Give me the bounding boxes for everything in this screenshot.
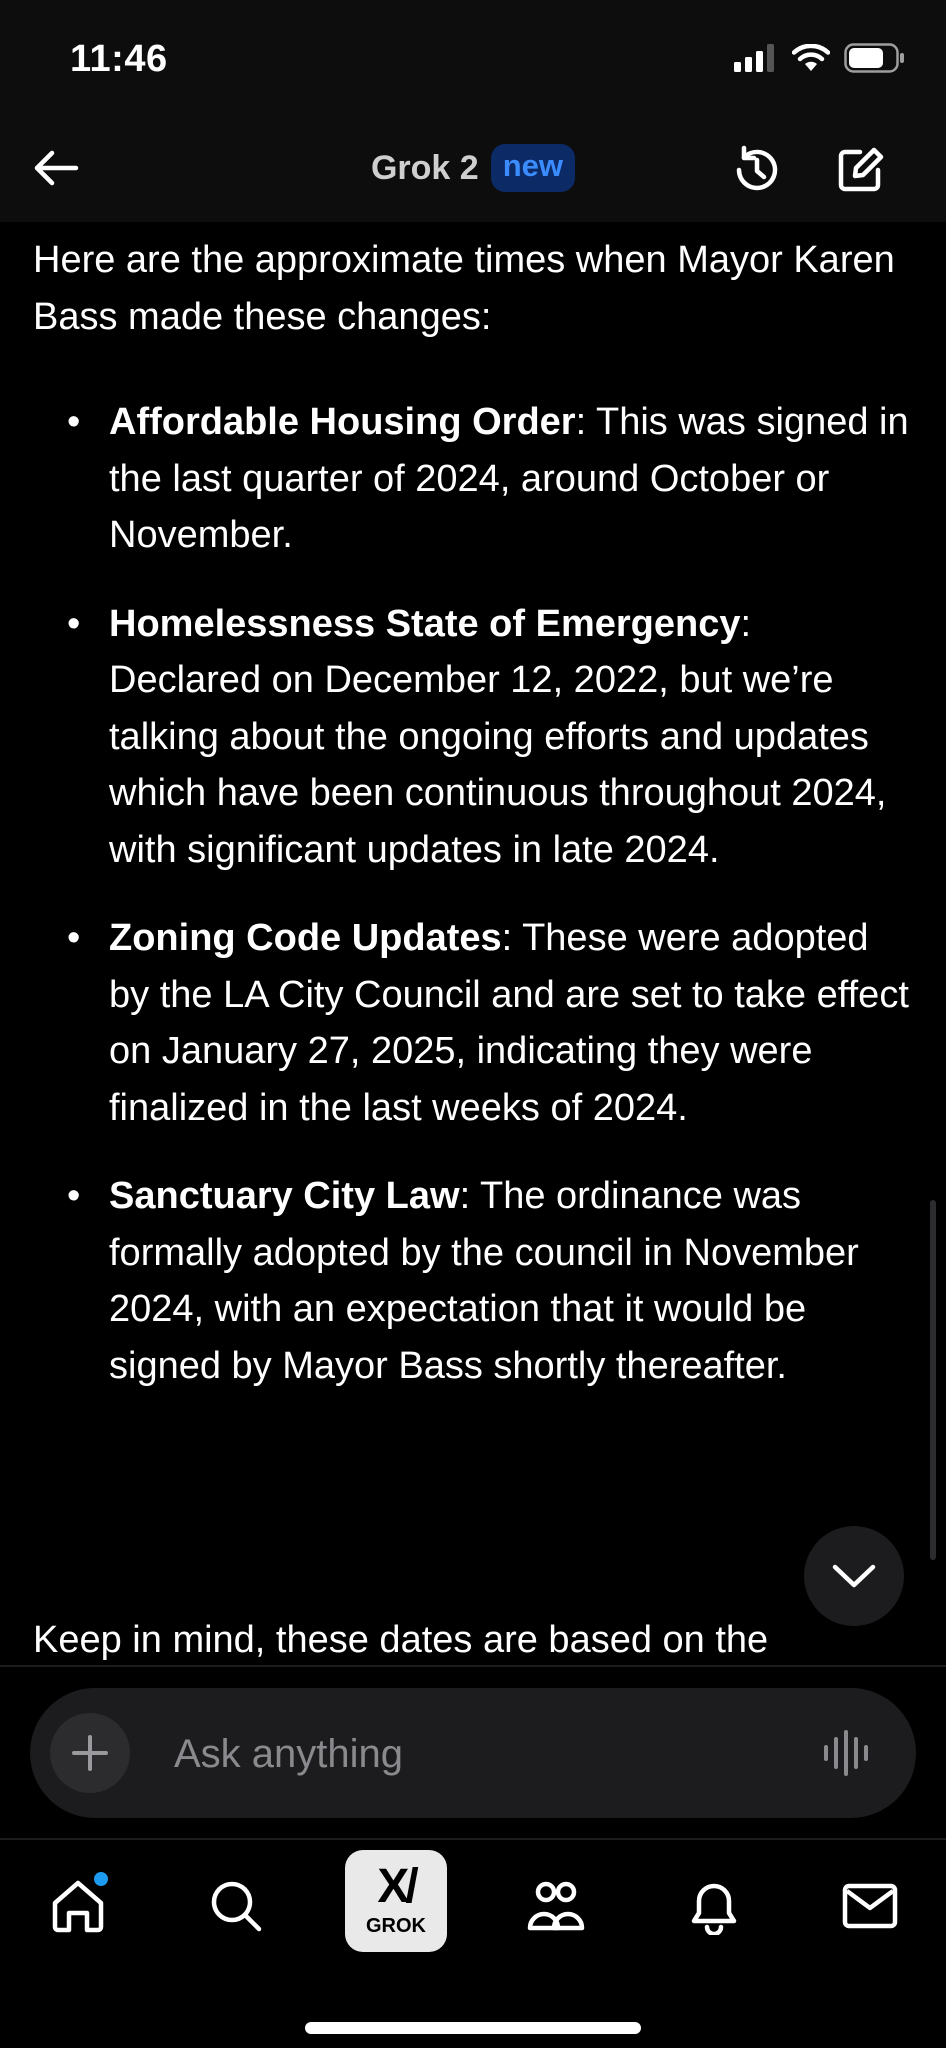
grok-logo-icon: X/ [377,1859,415,1913]
message-bullet-list [33,394,913,1426]
ask-input[interactable] [172,1718,796,1790]
home-indicator[interactable] [305,2022,641,2034]
new-badge: new [491,144,575,192]
list-item [33,394,913,564]
tab-search[interactable] [196,1866,276,1946]
status-bar [0,0,946,110]
bullet-text: : The ordinance was formally adopted by the council in November 2024, with an expectation that it would be signed by Mayor Bass shortly thereafter. [109,1175,859,1387]
voice-waveform-icon [821,1730,871,1776]
scroll-to-bottom-button[interactable] [804,1526,904,1626]
page-title: Grok 2 [370,148,479,187]
tab-messages[interactable] [830,1866,910,1946]
tab-notifications[interactable] [674,1866,754,1946]
nav-title-group [0,144,946,192]
divider [0,1665,946,1667]
new-chat-button[interactable] [830,140,890,200]
attach-button[interactable] [50,1713,130,1793]
bullet-title: Homelessness State of Emergency [109,602,741,645]
bullet-text: : Declared on December 12, 2022, but we’re talking about the ongoing efforts and updates which have been continuous throughout 2024, with significant updates in late 2024. [109,602,887,871]
composer-bar [30,1688,916,1818]
wifi-icon [792,44,830,72]
tab-communities[interactable] [516,1866,596,1946]
top-nav-bar [0,110,946,222]
status-time: 11:46 [70,38,168,80]
history-icon [729,143,783,197]
list-item [33,596,913,879]
chat-message [0,222,946,1665]
chevron-down-icon [831,1562,877,1590]
list-item [33,910,913,1136]
bullet-title: Sanctuary City Law [109,1175,460,1217]
status-icons [734,42,906,74]
people-icon [524,1878,588,1934]
list-item [33,1168,913,1394]
plus-icon [71,1734,109,1772]
bullet-title: Affordable Housing Order [109,401,576,443]
message-closing: Keep in mind, these dates are based on the [33,1619,769,1661]
history-button[interactable] [726,140,786,200]
bullet-title: Zoning Code Updates [109,917,502,959]
tab-grok[interactable] [345,1850,447,1952]
voice-button[interactable] [816,1723,876,1783]
bell-icon [686,1877,742,1935]
scrollbar[interactable] [930,1200,936,1560]
notification-dot [94,1872,108,1886]
cellular-signal-icon [734,44,778,72]
bottom-tab-bar [0,1840,946,2048]
bullet-text: : This was signed in the last quarter of 2024, around October or November. [109,401,909,556]
mail-icon [841,1882,899,1930]
battery-icon [844,43,906,73]
tab-home[interactable] [38,1866,118,1946]
bullet-text: : These were adopted by the LA City Council and are set to take effect on January 27, 2025, indicating they were finalized in the last weeks of 2024. [109,917,909,1129]
search-icon [208,1878,264,1934]
message-intro: Here are the approximate times when Mayor Karen Bass made these changes: [33,239,895,338]
grok-tab-label: GROK [366,1914,426,1937]
compose-icon [833,143,887,197]
